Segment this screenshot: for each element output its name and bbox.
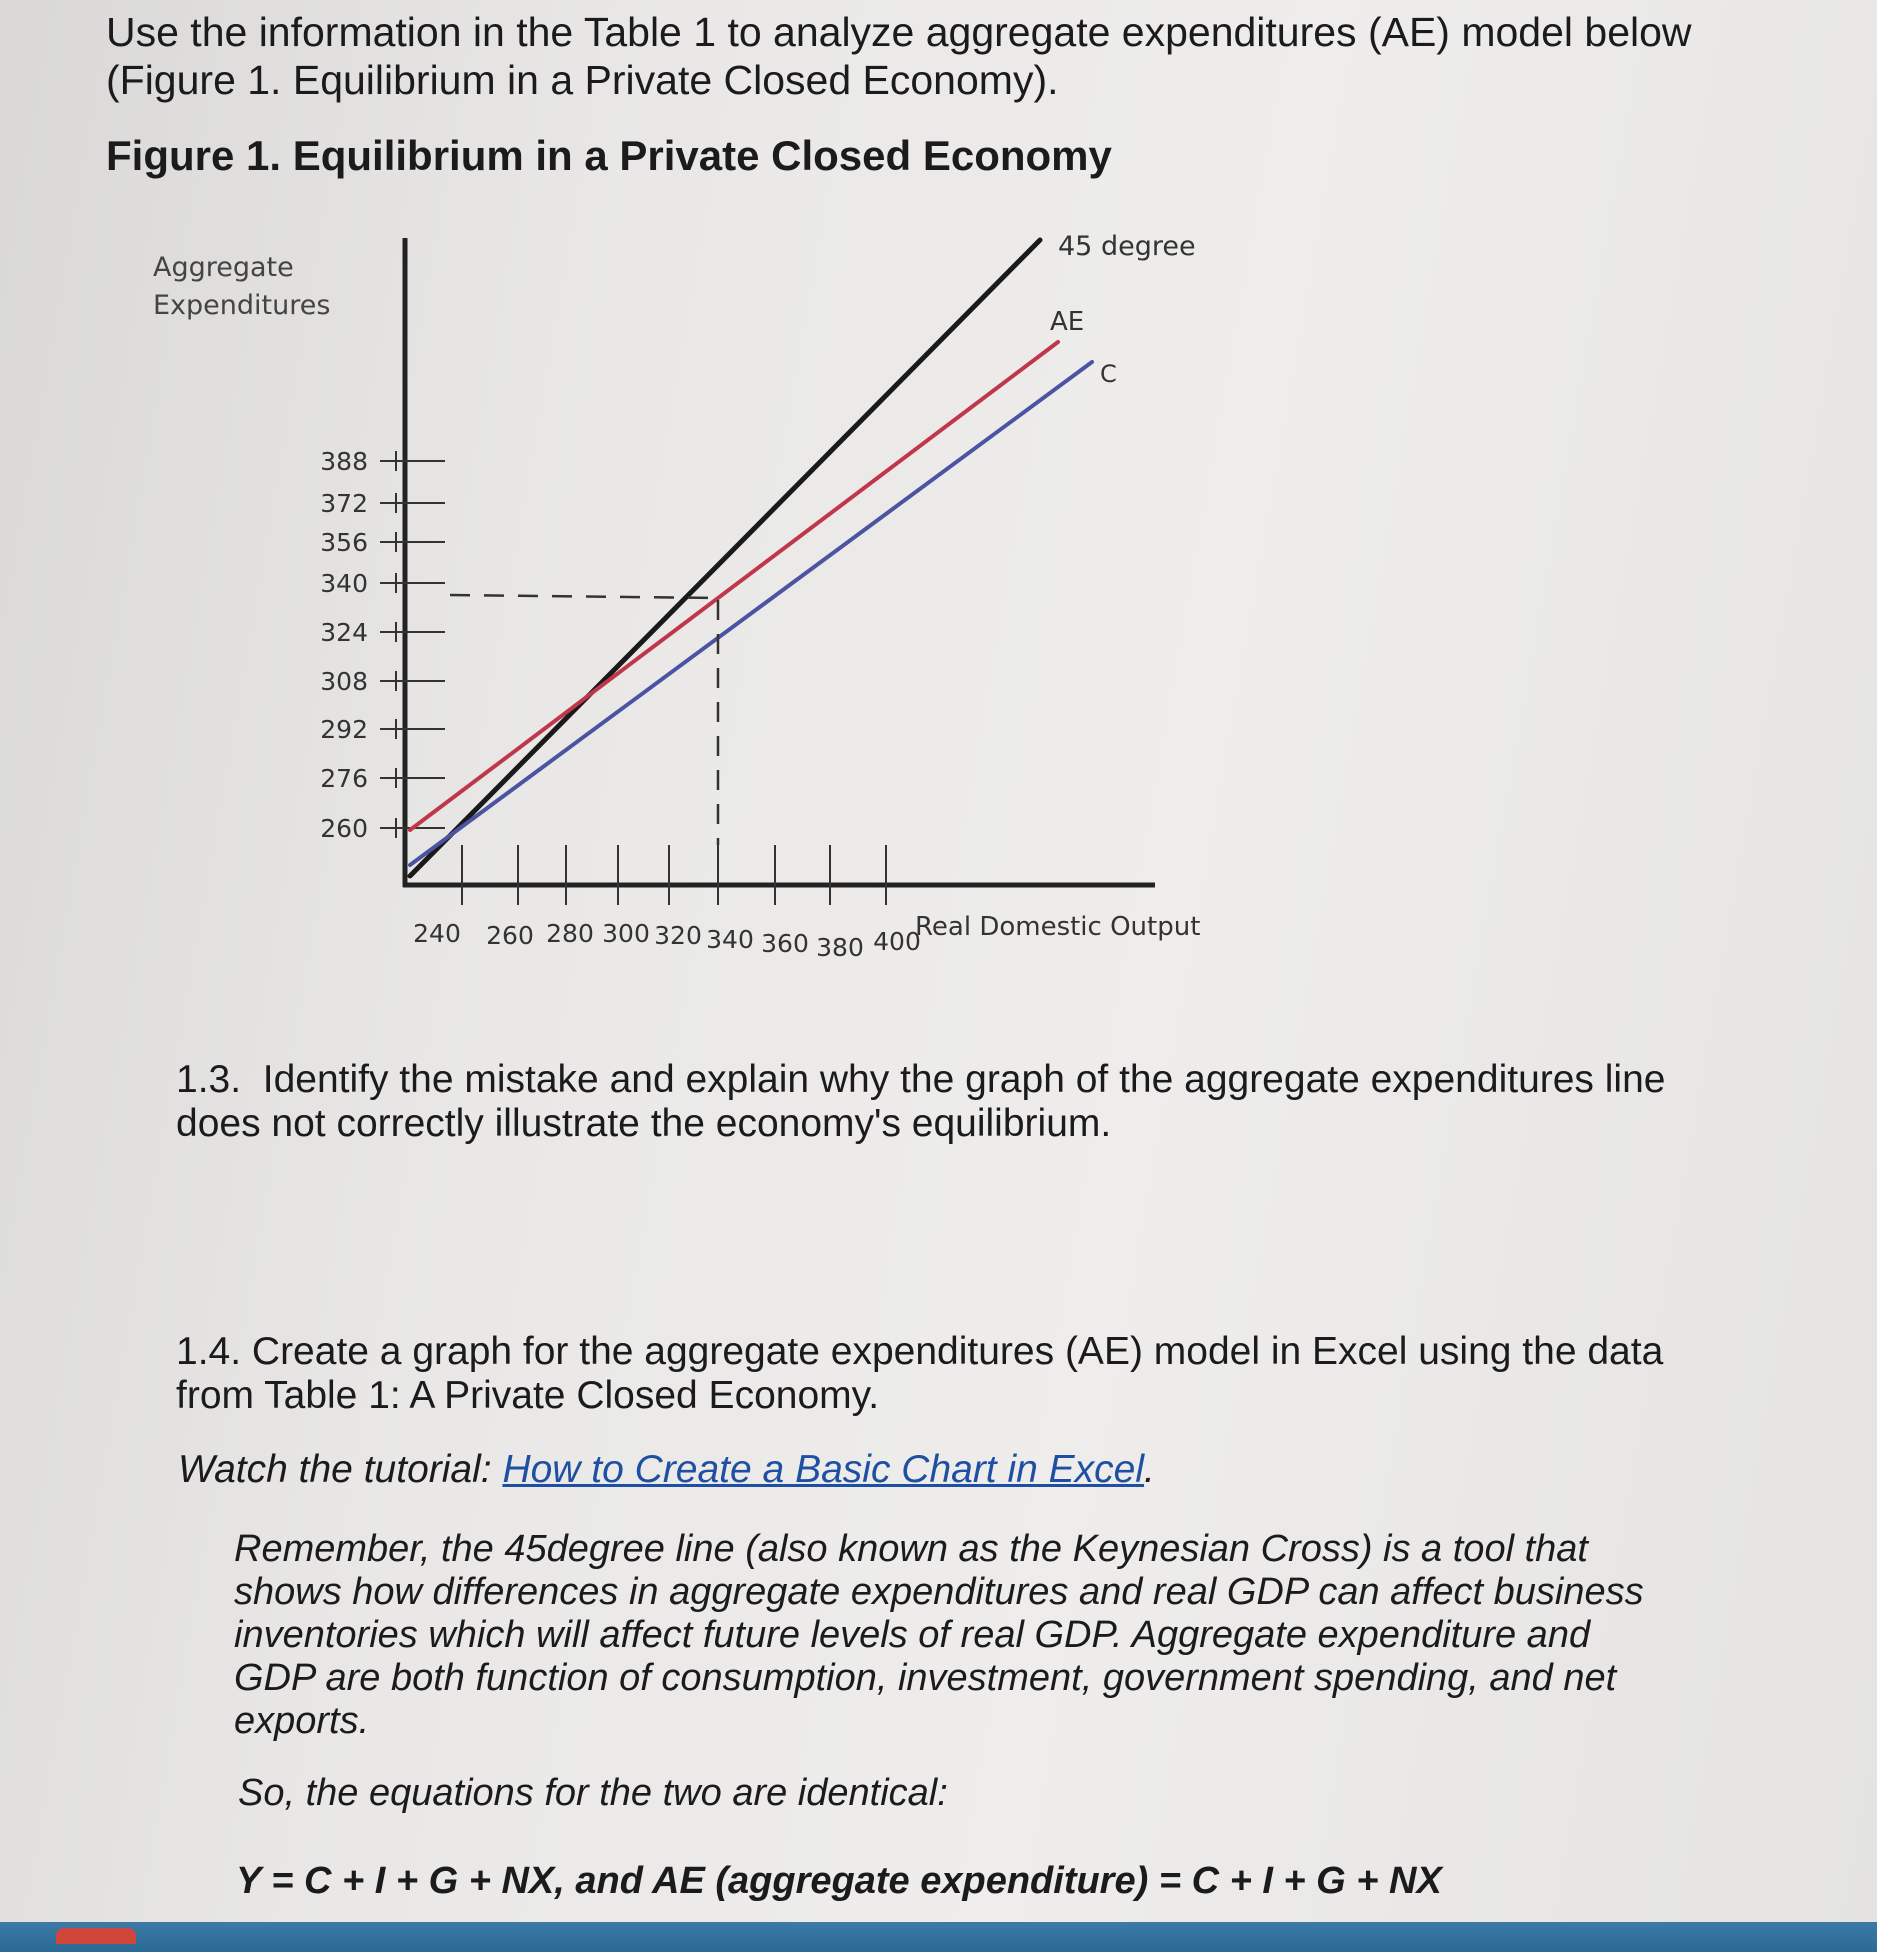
x-tick-label: 400 [873,927,921,956]
y-tick-label: 308 [320,667,368,696]
x-tick-label: 260 [486,921,534,950]
app-icon[interactable] [56,1928,136,1944]
intro-text: Use the information in the Table 1 to analyze aggregate expenditures (AE) model below (Figure 1. Equilibrium in a Private Closed Economy). [106,9,1692,103]
equation-text: Y = C + I + G + NX, and AE (aggregate expenditure) = C + I + G + NX [236,1860,1442,1902]
watch-prefix: Watch the tutorial: [178,1448,503,1491]
remember-paragraph: Remember, the 45degree line (also known as the Keynesian Cross) is a tool that shows how differences in aggregate expenditures and real GDP can affect business inventories which will affect future levels of real GDP. Aggregate expenditure and GDP are both function of consumption, investment, government spending, and net exports. [234,1528,1644,1742]
x-tick-label: 320 [654,921,702,950]
chart-svg [0,200,1300,1000]
y-tick-label: 356 [320,528,368,557]
x-tick-label: 300 [602,919,650,948]
y-axis-label: Aggregate [153,252,294,283]
question-1-4 [176,1330,1676,1418]
q13-text: Identify the mistake and explain why the graph of the aggregate expenditures line does not correctly illustrate the economy's equilibrium. [176,1058,1666,1145]
x-tick-label: 380 [816,933,864,962]
series-line [410,362,1092,865]
y-tick-label: 340 [320,569,368,598]
watch-tutorial [178,1448,1155,1492]
x-tick-label: 280 [546,919,594,948]
x-axis-label: Real Domestic Output [915,912,1201,942]
y-tick-label: 324 [320,618,368,647]
taskbar [0,1922,1877,1952]
series-label: 45 degree [1058,231,1196,262]
y-tick-label: 260 [320,814,368,843]
figure-title: Figure 1. Equilibrium in a Private Closed Economy [106,132,1112,179]
equilibrium-dash-horizontal [450,595,718,598]
tutorial-link[interactable]: How to Create a Basic Chart in Excel [502,1448,1145,1491]
x-tick-label: 340 [706,925,754,954]
q14-number: 1.4. [176,1330,242,1373]
y-axis-label: Expenditures [153,290,331,321]
q14-text: Create a graph for the aggregate expenditures (AE) model in Excel using the data from Table 1: A Private Closed Economy. [176,1330,1664,1417]
series-label: C [1100,360,1117,388]
y-tick-label: 292 [320,715,368,744]
q13-number: 1.3. [176,1058,242,1101]
question-1-3 [176,1058,1676,1146]
ae-chart [0,200,1300,1000]
x-tick-label: 360 [761,929,809,958]
series-line [410,342,1058,830]
y-tick-label: 388 [320,447,368,476]
x-tick-label: 240 [413,919,461,948]
series-label: AE [1050,307,1085,337]
y-tick-label: 372 [320,489,368,518]
so-text: So, the equations for the two are identical: [238,1772,948,1814]
y-tick-label: 276 [320,764,368,793]
series-line [410,240,1040,876]
watch-suffix: . [1144,1448,1155,1491]
